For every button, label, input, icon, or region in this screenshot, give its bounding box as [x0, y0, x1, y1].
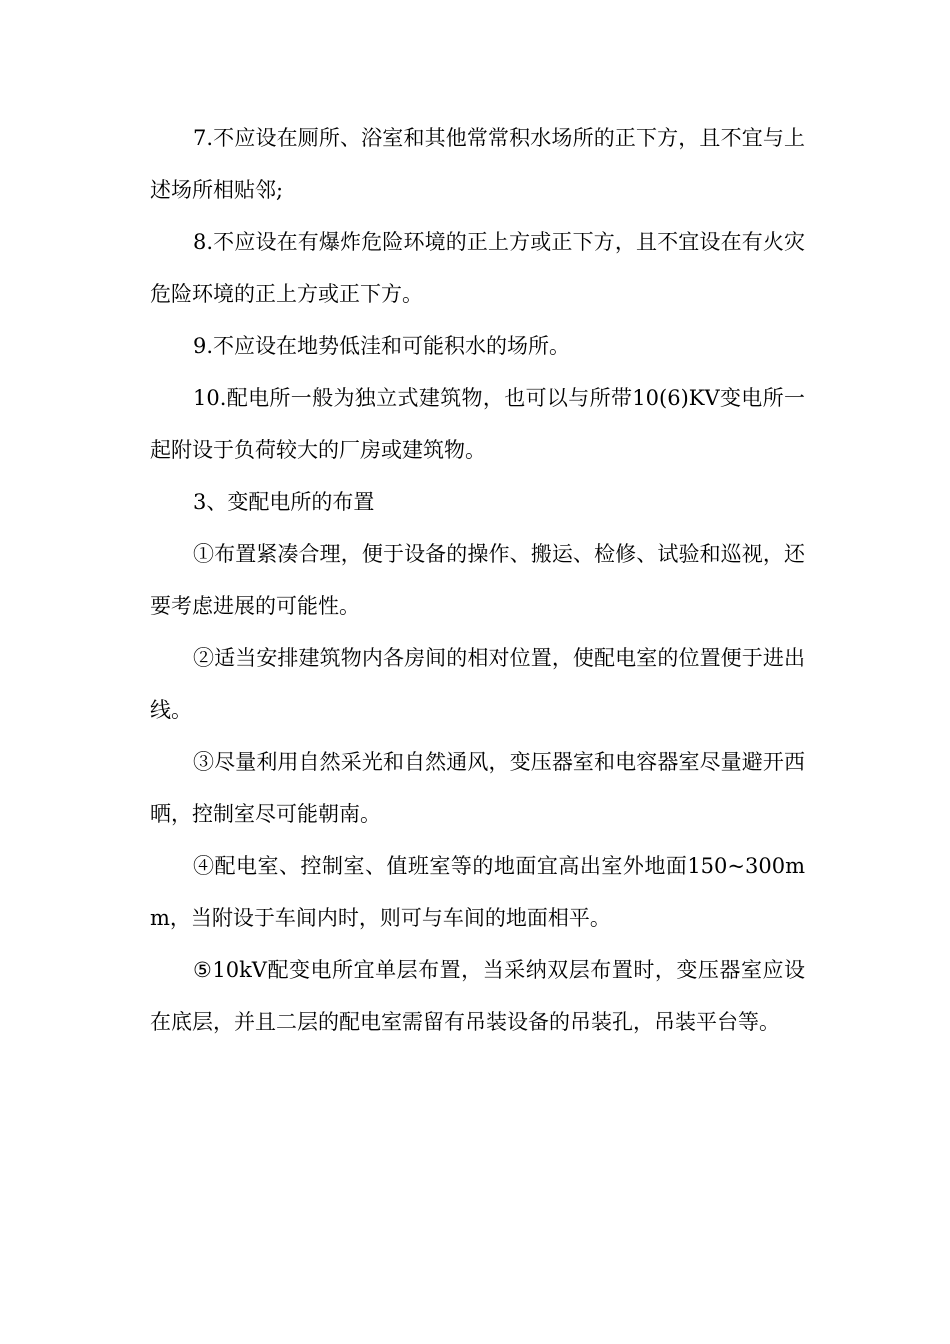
- layout-item-3: ③尽量利用自然采光和自然通风，变压器室和电容器室尽量避开西晒，控制室尽可能朝南。: [150, 750, 805, 826]
- layout-item-1: ①布置紧凑合理，便于设备的操作、搬运、检修、试验和巡视，还要考虑进展的可能性。: [150, 542, 805, 618]
- paragraph-item-9: 9.不应设在地势低洼和可能积水的场所。: [193, 334, 571, 358]
- paragraph-item-7: 7.不应设在厕所、浴室和其他常常积水场所的正下方，且不宜与上述场所相贴邻;: [150, 126, 805, 202]
- layout-item-4: ④配电室、控制室、值班室等的地面宜高出室外地面150~300mm，当附设于车间内时，则可与车间的地面相平。: [150, 854, 805, 930]
- section-heading: 3、变配电所的布置: [193, 490, 375, 514]
- paragraph-item-8: 8.不应设在有爆炸危险环境的正上方或正下方，且不宜设在有火灾危险环境的正上方或正下方。: [150, 230, 805, 306]
- paragraph-item-10: 10.配电所一般为独立式建筑物，也可以与所带10(6)KV变电所一起附设于负荷较大的厂房或建筑物。: [150, 386, 805, 462]
- document-body: [150, 112, 805, 1048]
- layout-item-2: ②适当安排建筑物内各房间的相对位置，使配电室的位置便于进出线。: [150, 646, 805, 722]
- layout-item-5: ⑤10kV配变电所宜单层布置，当采纳双层布置时，变压器室应设在底层，并且二层的配电室需留有吊装设备的吊装孔，吊装平台等。: [150, 958, 805, 1034]
